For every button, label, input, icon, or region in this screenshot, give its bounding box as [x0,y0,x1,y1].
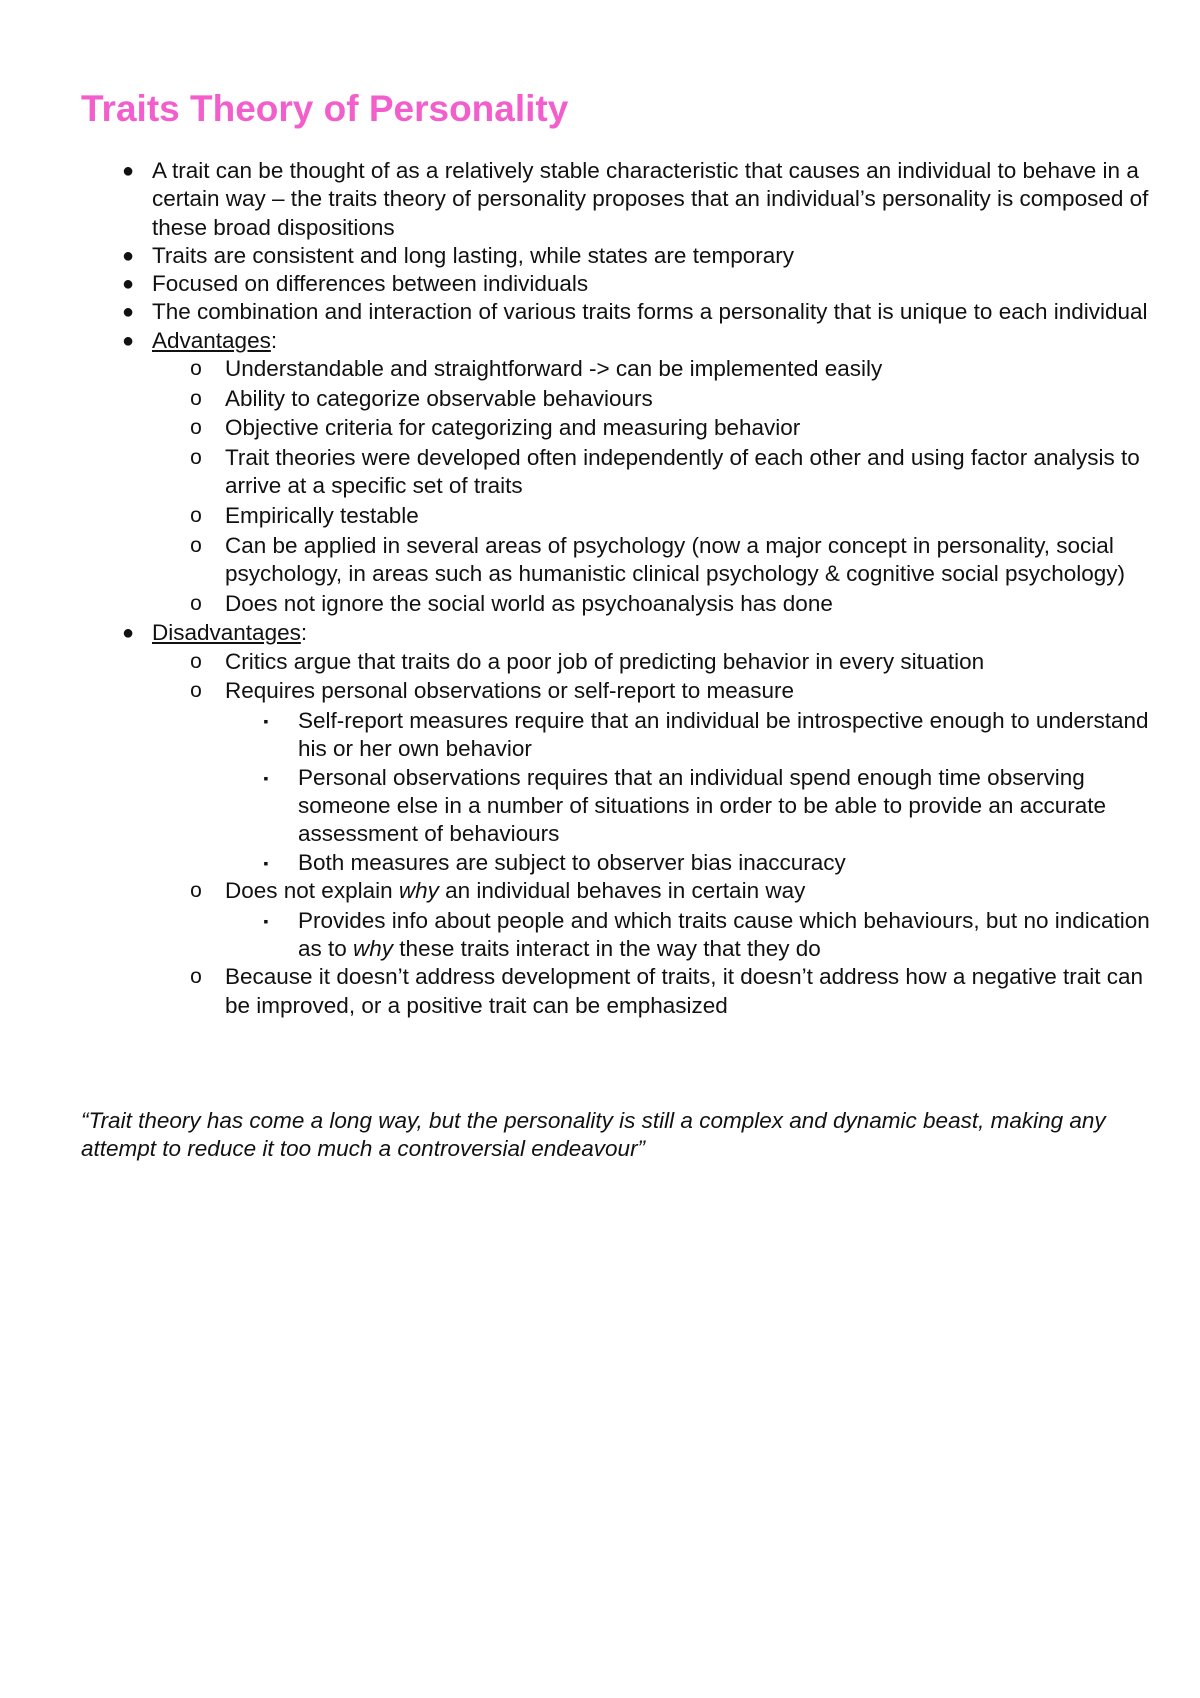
circle-bullet-icon: o [190,533,202,557]
disadvantages-label: Disadvantages [152,620,301,646]
advantages-label: Advantages [152,327,271,353]
text-segment: Does not explain [225,877,399,903]
disadvantage-item [0,877,1153,905]
text-segment: Provides info about people and which traits cause which behaviours, but no indication as to [298,907,1150,961]
circle-bullet-icon: o [190,357,202,381]
disadvantage-item-text: Because it doesn’t address development of traits, it doesn’t address how a negative trait can be improved, or a positive trait can be emphasized [225,964,1144,1018]
bullet-icon: ● [121,244,135,267]
disadvantages-heading [152,619,307,647]
disadvantage-item [0,677,1153,705]
square-bullet-icon: ▪ [263,912,269,929]
sub-item-text: Self-report measures require that an individual be introspective enough to understand his or her own behavior [298,708,1149,762]
circle-bullet-icon: o [190,679,202,703]
advantage-item [0,532,1153,589]
circle-bullet-icon: o [190,649,202,673]
list-item [0,298,1153,326]
sub-item [0,849,1153,877]
advantage-item-text: Can be applied in several areas of psychology (now a major concept in personality, social psychology, in areas such as humanistic clinical psychology & cognitive social psychology) [225,532,1126,587]
advantage-item [0,385,1153,413]
advantages-heading [152,327,277,355]
advantage-item [0,502,1153,530]
square-bullet-icon: ▪ [263,854,269,871]
advantage-item-text: Empirically testable [225,503,419,529]
square-bullet-icon: ▪ [263,769,269,786]
circle-bullet-icon: o [190,446,202,470]
disadvantage-item [0,648,1153,676]
text-segment: these traits interact in the way that they do [393,935,821,961]
circle-bullet-icon: o [190,878,202,902]
text-segment: an individual behaves in certain way [438,877,806,903]
bullet-icon: ● [121,160,135,182]
circle-bullet-icon: o [190,965,202,989]
disadvantages-colon: : [300,620,308,646]
advantages-colon: : [270,327,278,353]
disadvantage-item-text: Requires personal observations or self-report to measure [225,678,795,704]
circle-bullet-icon: o [190,504,202,528]
advantage-item-text: Understandable and straightforward -> can be implemented easily [225,356,883,382]
disadvantage-item-text [225,877,805,905]
advantage-item [0,414,1153,442]
sub-item [0,707,1153,764]
circle-bullet-icon: o [190,591,202,615]
closing-quote: “Trait theory has come a long way, but the personality is still a complex and dynamic beast, making any attempt to reduce it too much a controversial endeavour” [81,1108,1106,1162]
circle-bullet-icon: o [190,386,202,410]
disadvantage-item-text: Critics argue that traits do a poor job of predicting behavior in every situation [225,648,985,674]
advantage-item-text: Trait theories were developed often independently of each other and using factor analysis to arrive at a specific set of traits [225,445,1140,499]
bullet-icon: ● [121,622,135,645]
list-item [0,157,1153,242]
emphasis-text: why [398,877,439,903]
circle-bullet-icon: o [190,416,202,440]
square-bullet-icon: ▪ [263,713,269,730]
list-item-text: Traits are consistent and long lasting, while states are temporary [152,242,794,268]
bullet-icon: ● [121,329,135,352]
sub-item-text: Personal observations requires that an individual spend enough time observing someone else in a number of situations in order to be able to provide an accurate assessment of behaviours [298,764,1106,847]
sub-item [0,764,1153,849]
bullet-icon: ● [121,273,135,296]
advantage-item [0,355,1153,383]
list-item-text: A trait can be thought of as a relatively stable characteristic that causes an individual to behave in a certain way – the traits theory of personality proposes that an individual’s personality is composed of these broad dispositions [152,158,1149,240]
advantages-heading-item [0,327,1153,355]
list-item [0,270,1153,298]
bullet-icon: ● [121,301,135,324]
sub-item-text: Both measures are subject to observer bias inaccuracy [298,849,846,875]
disadvantages-heading-item [0,619,1153,647]
sub-item-text [298,907,1153,964]
sub-item [0,907,1153,964]
advantage-item-text: Does not ignore the social world as psychoanalysis has done [225,590,833,616]
page-title: Traits Theory of Personality [81,88,569,129]
list-item-text: The combination and interaction of various traits forms a personality that is unique to each individual [152,299,1148,325]
disadvantage-item [0,963,1153,1020]
list-item-text: Focused on differences between individuals [152,271,589,297]
advantage-item-text: Ability to categorize observable behaviours [225,385,653,411]
advantage-item-text: Objective criteria for categorizing and measuring behavior [225,415,801,441]
notes-list [0,157,1200,1021]
advantage-item [0,590,1153,618]
list-item [0,242,1153,270]
advantage-item [0,444,1153,501]
emphasis-text: why [353,935,394,961]
